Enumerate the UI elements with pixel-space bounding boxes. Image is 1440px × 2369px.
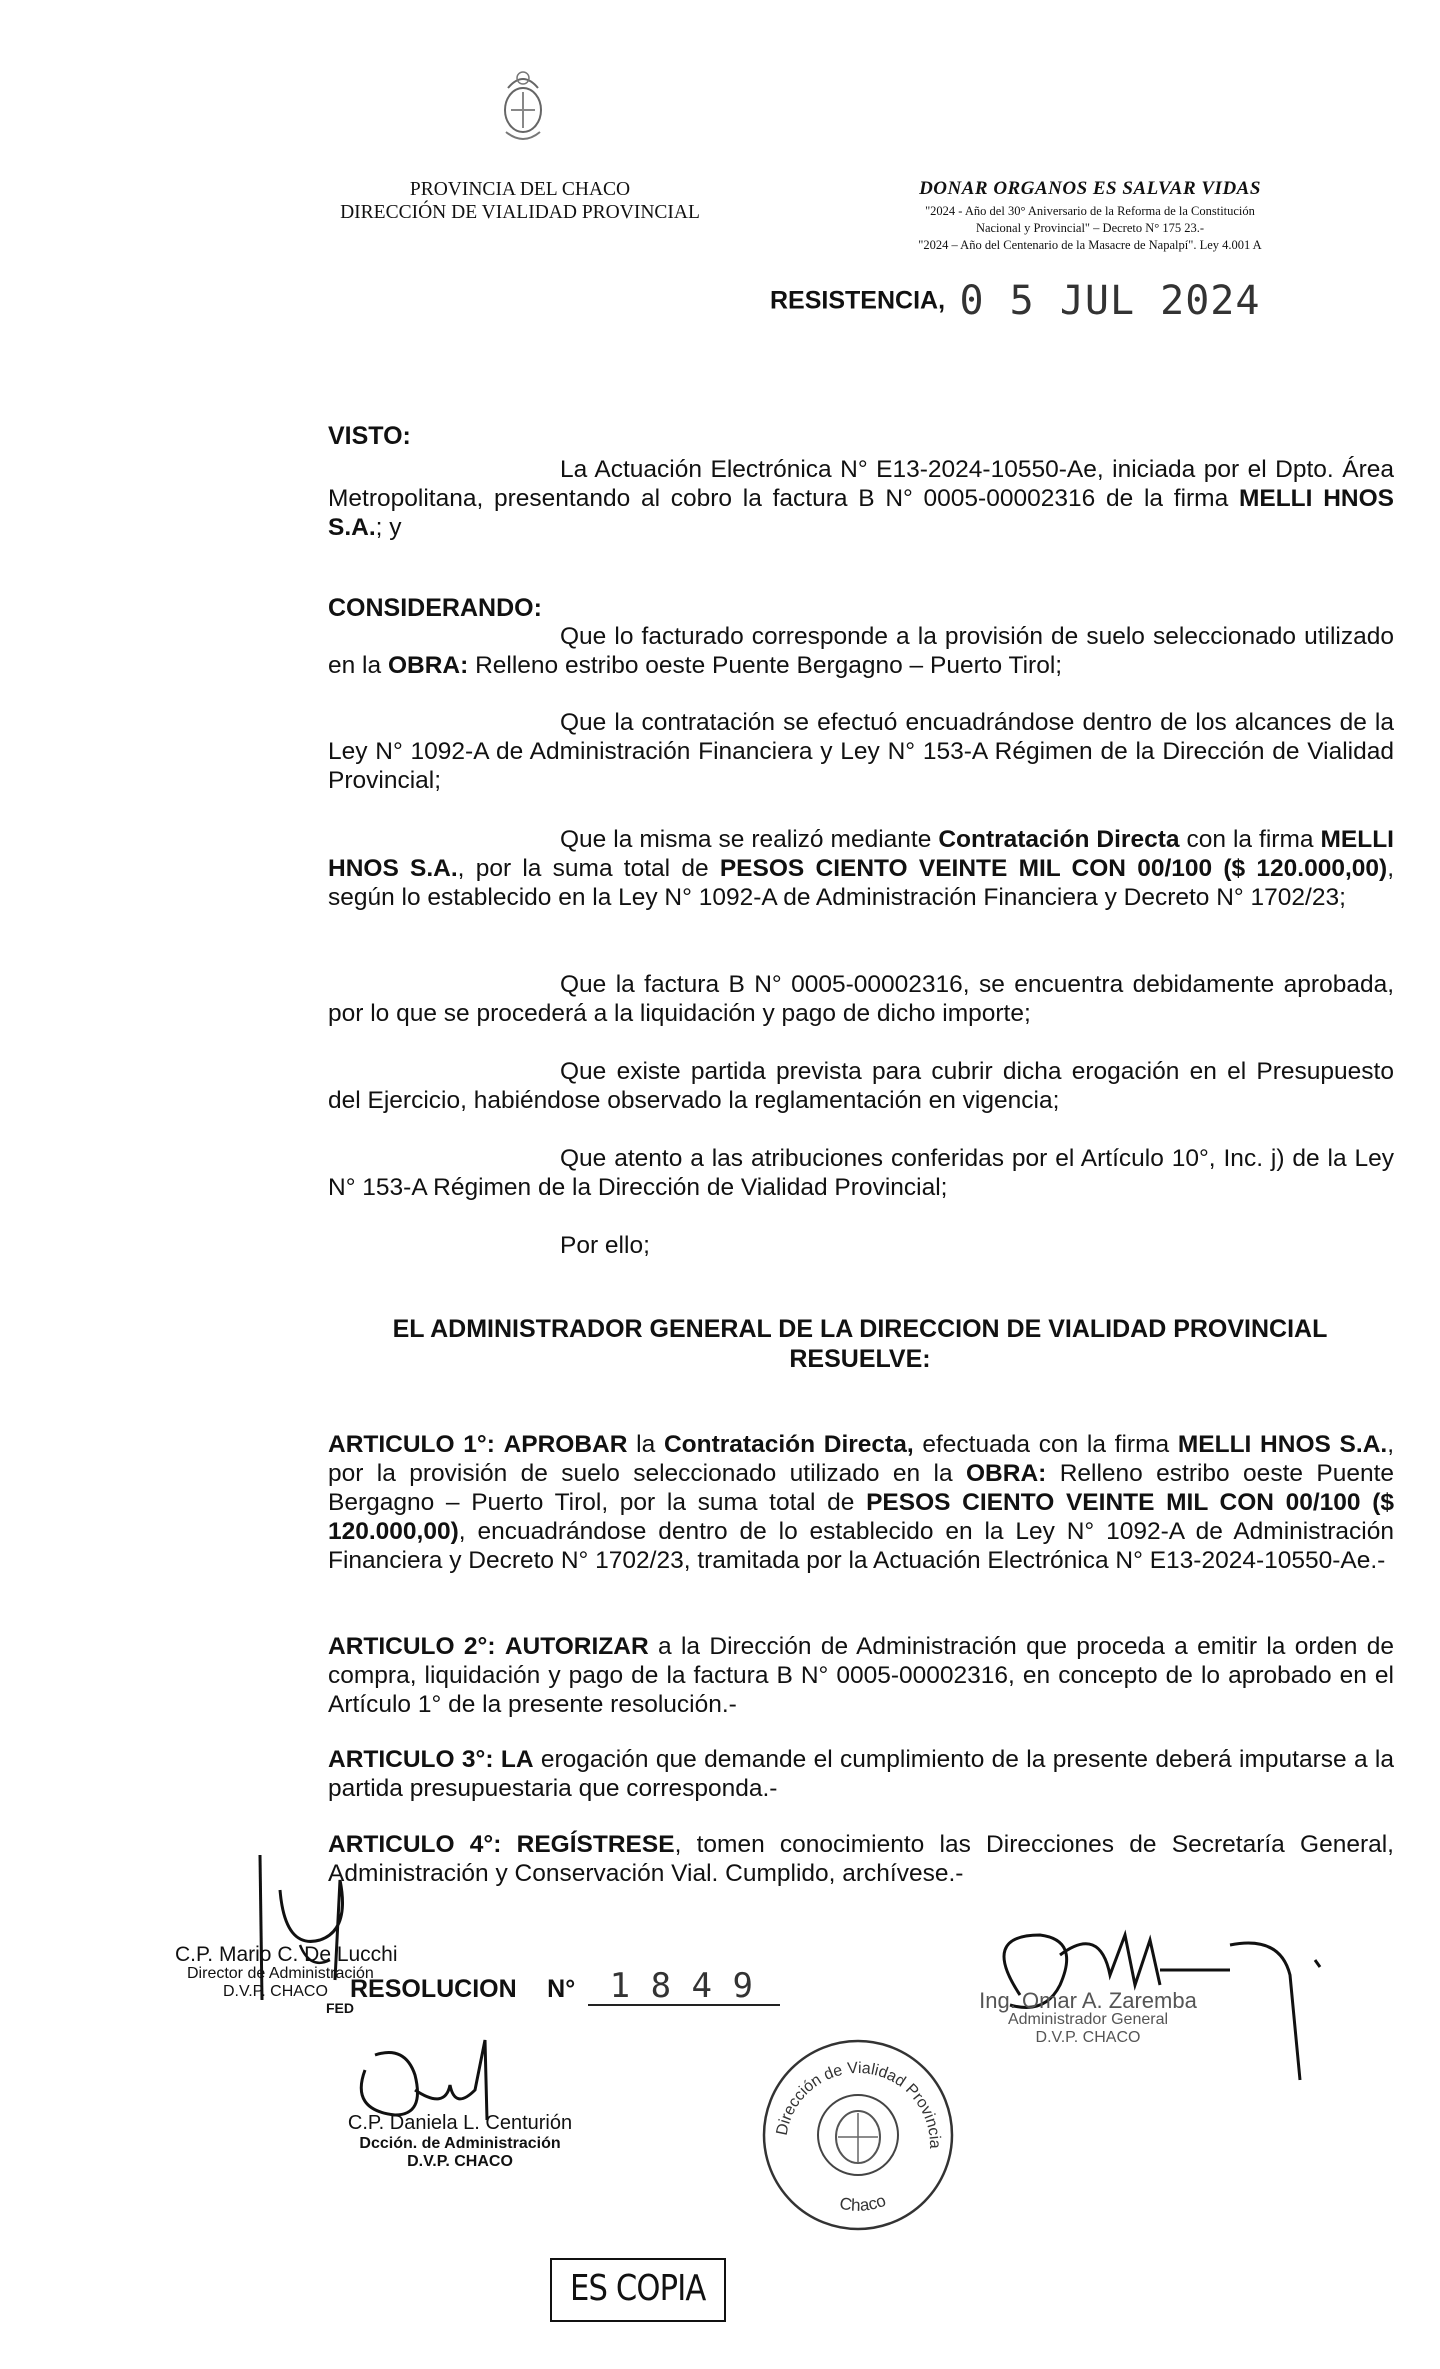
seal-top-text: Dirección de Vialidad Provincia	[773, 2059, 944, 2149]
resolve-keyword: RESUELVE:	[789, 1345, 931, 1373]
article-4: ARTICULO 4°: REGÍSTRESE, tomen conocimiento las Direcciones de Secretaría General, Administración y Conservación Vial. Cumplido, archívese.-	[328, 1831, 1394, 1887]
province-name: PROVINCIA DEL CHACO	[409, 179, 631, 200]
year-dedication-3: "2024 – Año del Centenario de la Masacre de Napalpí". Ley 4.001 A	[918, 238, 1262, 252]
year-dedication-1: "2024 - Año del 30° Aniversario de la Reforma de la Constitución	[925, 204, 1255, 218]
left-signer-org: D.V.P. CHACO	[223, 1983, 328, 2000]
official-seal	[758, 2035, 958, 2235]
considerando-4: Que la factura B N° 0005-00002316, se encuentra debidamente aprobada, por lo que se procederá a la liquidación y pago de dicho importe;	[328, 971, 1394, 1027]
province-coat-of-arms-icon	[496, 62, 550, 150]
place-label: RESISTENCIA,	[770, 286, 946, 315]
visto-heading: VISTO:	[328, 422, 411, 450]
article-2: ARTICULO 2°: AUTORIZAR a la Dirección de Administración que proceda a emitir la orden de compra, liquidación y pago de la factura B N° 0005-00002316, en concepto de lo aprobado en el Artículo 1° de la presente resolución.-	[328, 1633, 1395, 1718]
considerando-2: Que la contratación se efectuó encuadrándose dentro de los alcances de la Ley N° 1092-A de Administración Financiera y Ley N° 153-A Régimen de la Dirección de Vialidad Provincial;	[328, 709, 1394, 794]
considerando-3: Que la misma se realizó mediante Contratación Directa con la firma MELLI HNOS S.A., por la suma total de PESOS CIENTO VEINTE MIL CON 00/100 ($ 120.000,00), según lo establecido en la Ley N° 1092-A de Administración Financiera y Decreto N° 1702/23;	[328, 826, 1394, 911]
resolution-number: 1 8 4 9	[588, 1968, 780, 2006]
considerando-6: Que atento a las atribuciones conferidas por el Artículo 10°, Inc. j) de la Ley N° 153-A Régimen de la Dirección de Vialidad Provincial;	[328, 1145, 1394, 1201]
resolution-label: RESOLUCION	[350, 1975, 517, 2003]
bottom-signer-title: Dcción. de Administración	[359, 2135, 561, 2152]
date-stamp: 0 5 JUL 2024	[959, 278, 1261, 324]
left-signer-name: C.P. Mario C. De Lucchi	[175, 1943, 398, 1966]
article-1-label: ARTICULO 1°:	[328, 1431, 495, 1458]
bottom-signer-name: C.P. Daniela L. Centurión	[347, 2112, 573, 2134]
seal-bottom-text: Chaco	[838, 2190, 889, 2215]
bottom-signer-org: D.V.P. CHACO	[407, 2153, 513, 2170]
right-signer-org: D.V.P. CHACO	[1035, 2029, 1141, 2046]
article-3: ARTICULO 3°: LA erogación que demande el cumplimiento de la presente deberá imputarse a la partida presupuestaria que corresponda.-	[328, 1746, 1394, 1802]
article-2-label: ARTICULO 2°:	[328, 1633, 496, 1660]
considerando-7: Por ello;	[560, 1232, 650, 1259]
copy-stamp: ES COPIA	[550, 2258, 726, 2322]
left-fed-mark: FED	[326, 2000, 354, 2016]
svg-text:Dirección de Vialidad Provinci	[758, 2035, 943, 2149]
year-dedication-2: Nacional y Provincial" – Decreto N° 175 23.-	[975, 221, 1205, 235]
article-1: ARTICULO 1°: APROBAR la Contratación Directa, efectuada con la firma MELLI HNOS S.A., por la provisión de suelo seleccionado utilizado en la OBRA: Relleno estribo oeste Puente Bergagno – Puerto Tirol, por la suma total de PESOS CIENTO VEINTE MIL CON 00/100 ($ 120.000,00), encuadrándose dentro de lo establecido en la Ley N° 1092-A de Administración Financiera y Decreto N° 1702/23, tramitada por la Actuación Electrónica N° E13-2024-10550-Ae.-	[328, 1431, 1395, 1574]
svg-text:Chaco	[838, 2191, 888, 2215]
right-signer-title: Administrador General	[1007, 2011, 1169, 2028]
visto-paragraph: La Actuación Electrónica N° E13-2024-10550-Ae, iniciada por el Dpto. Área Metropolitana, presentando al cobro la factura B N° 0005-00002316 de la firma MELLI HNOS S.A.; y	[328, 456, 1394, 541]
article-4-label: ARTICULO 4°:	[328, 1831, 502, 1858]
resolution-no-label: N°	[547, 1975, 576, 2003]
considerando-5: Que existe partida prevista para cubrir dicha erogación en el Presupuesto del Ejercicio, habiéndose observado la reglamentación en vigencia;	[328, 1058, 1394, 1114]
considerando-heading: CONSIDERANDO:	[328, 594, 542, 622]
considerando-1: Que lo facturado corresponde a la provisión de suelo seleccionado utilizado en la OBRA: Relleno estribo oeste Puente Bergagno – Puerto Tirol;	[328, 623, 1394, 679]
article-3-label: ARTICULO 3°:	[328, 1746, 494, 1773]
left-signer-title: Director de Administración	[187, 1965, 374, 1982]
resolve-authority: EL ADMINISTRADOR GENERAL DE LA DIRECCION DE VIALIDAD PROVINCIAL	[392, 1315, 1328, 1343]
right-signer-name: Ing. Omar A. Zaremba	[979, 1988, 1197, 2013]
direction-name: DIRECCIÓN DE VIALIDAD PROVINCIAL	[340, 202, 700, 223]
motto: DONAR ORGANOS ES SALVAR VIDAS	[919, 178, 1261, 199]
